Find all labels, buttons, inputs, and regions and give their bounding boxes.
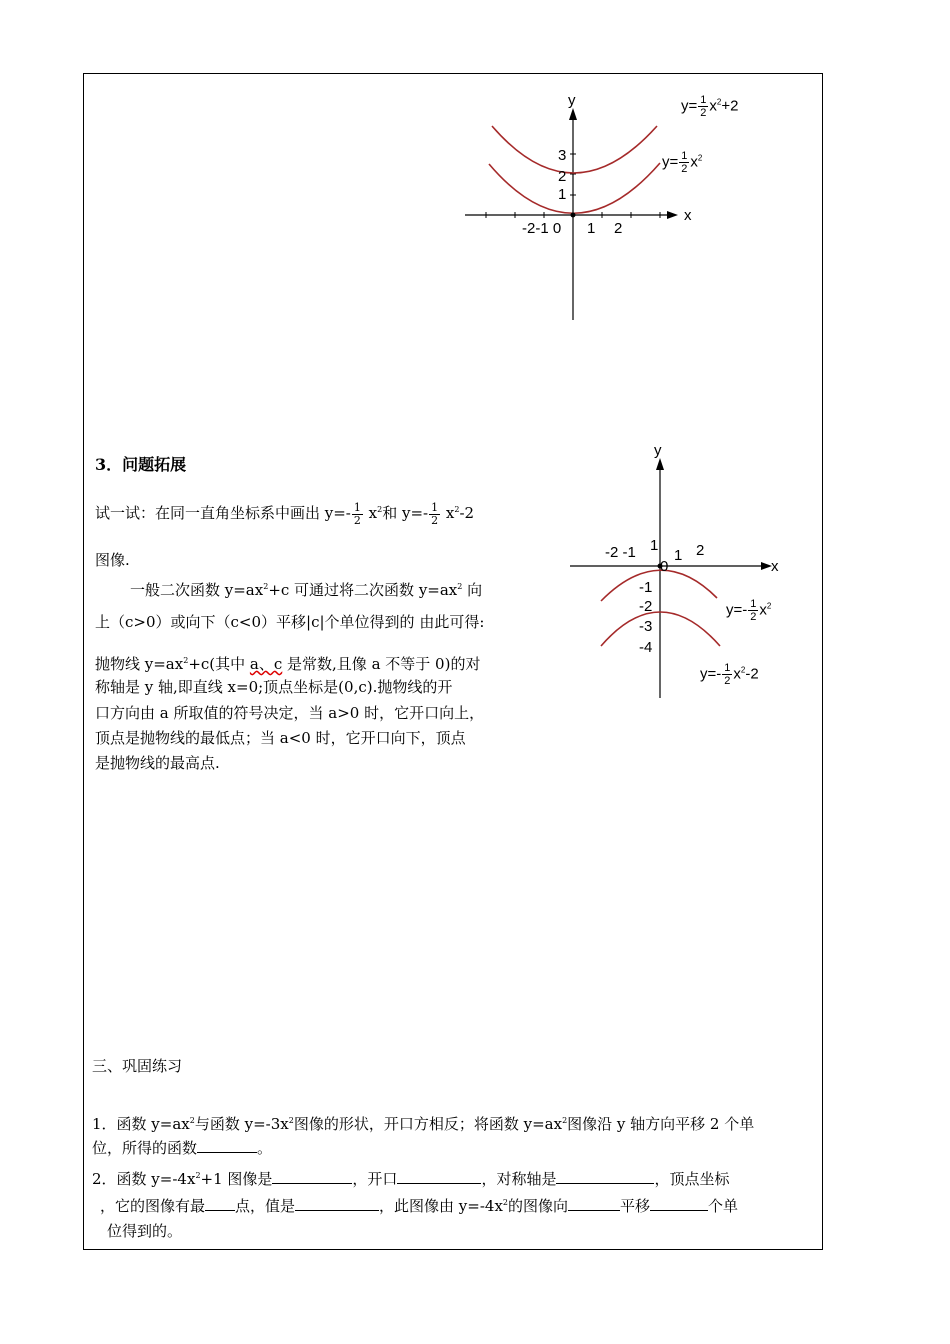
- curve-y-half-x2: [489, 163, 660, 213]
- q2-extreme-blank[interactable]: [205, 1196, 235, 1211]
- graph-upward-parabolas: [460, 88, 760, 323]
- y-tick-neg1: -1: [639, 579, 653, 596]
- conclusion-line1: 抛物线 $y=ax^2+c$(其中 a、c 是常数,且像 a 不等于 0)的对: [95, 655, 481, 673]
- label-y-neg-half-x2-minus-2: y=- $\frac{1}{2}$ $x^2-2$: [700, 662, 759, 687]
- y-axis-label: y: [568, 92, 576, 109]
- q2-units-blank[interactable]: [650, 1196, 708, 1211]
- question-1-line2: 位，所得的函数 。: [92, 1139, 273, 1157]
- conclusion-line3: 口方向由 a 所取值的符号决定，当 a>0 时，它开口向上，: [95, 704, 485, 722]
- question-2-line1: 2．函数 $y=-4x^2+1$ 图像是 ，开口 ，对称轴是 ，顶点坐标: [92, 1170, 730, 1188]
- x-tick-1: 1: [587, 220, 596, 237]
- q2-opening-blank[interactable]: [397, 1169, 481, 1184]
- x-ticks-negative: -2-1 0: [522, 220, 562, 237]
- x-axis-arrow: [667, 211, 678, 219]
- q1-answer-blank[interactable]: [197, 1138, 257, 1153]
- question-1-line1: 1．函数 $y=ax^2$与函数 $y=-3x^2$图像的形状，开口方相反；将函数 $y=ax^2$图像沿 y 轴方向平移 2 个单: [92, 1115, 755, 1133]
- q2-graph-blank[interactable]: [272, 1169, 352, 1184]
- try-instruction: 试一试：在同一直角坐标系中画出 y=- $\frac{1}{2}$ $x^2$和 y=- $\frac{1}{2}$ $x^2-2$: [95, 500, 475, 527]
- y-tick-neg2: -2: [639, 598, 653, 615]
- y-axis-arrow: [656, 458, 664, 470]
- x-tick-1: 1: [674, 547, 683, 564]
- label-y-neg-half-x2: y=- $\frac{1}{2}$ $x^2$: [726, 598, 772, 623]
- x-axis-label: x: [771, 558, 779, 575]
- q2-value-blank[interactable]: [295, 1196, 379, 1211]
- conclusion-line2: 称轴是 y 轴,即直线 x=0;顶点坐标是(0,c).抛物线的开: [95, 678, 453, 696]
- conclusion-line5: 是抛物线的最高点.: [95, 754, 220, 772]
- x-tick-2: 2: [614, 220, 623, 237]
- conclusion-line4: 顶点是抛物线的最低点；当 a<0 时，它开口向下，顶点: [95, 729, 466, 747]
- y-axis-arrow: [569, 108, 577, 120]
- y-axis-label: y: [654, 442, 662, 459]
- general-form-line2: 上（c>0）或向下（c<0）平移|c|个单位得到的 由此可得:: [95, 613, 485, 631]
- y-tick-3: 3: [558, 147, 567, 164]
- x-tick-2: 2: [696, 542, 705, 559]
- x-axis-label: x: [684, 207, 692, 224]
- x-ticks-negative: -2 -1: [605, 544, 636, 561]
- origin-label: 0: [660, 558, 669, 575]
- q2-axis-blank[interactable]: [556, 1169, 654, 1184]
- practice-heading: 三、巩固练习: [92, 1057, 183, 1075]
- question-2-line2: ，它的图像有最 点，值是 ，此图像由 $y=-4x^2$的图像向 平移 个单: [100, 1197, 739, 1215]
- q2-direction-blank[interactable]: [568, 1196, 620, 1211]
- question-2-line3: 位得到的。: [107, 1222, 183, 1240]
- curve-y-half-x2-plus-2: [492, 126, 657, 173]
- top-tick-1: 1: [650, 537, 659, 554]
- label-y-half-x2: y= $\frac{1}{2}$ $x^2$: [662, 150, 703, 175]
- y-tick-1: 1: [558, 186, 567, 203]
- section3-heading: 3．问题拓展: [95, 455, 187, 474]
- general-form-line1: 一般二次函数 $y=ax^2+c$ 可通过将二次函数 $y=ax^2$ 向: [130, 581, 483, 599]
- y-tick-neg4: -4: [639, 639, 653, 656]
- y-tick-2: 2: [558, 168, 567, 185]
- y-tick-neg3: -3: [639, 618, 653, 635]
- curve-y-neg-half-x2: [601, 570, 717, 601]
- try-instruction-line2: 图像.: [95, 551, 130, 569]
- graph-downward-parabolas: [565, 438, 795, 703]
- label-y-half-x2-plus-2: y= $\frac{1}{2}$ $x^2+2$: [681, 94, 739, 119]
- origin-dot: [571, 213, 576, 218]
